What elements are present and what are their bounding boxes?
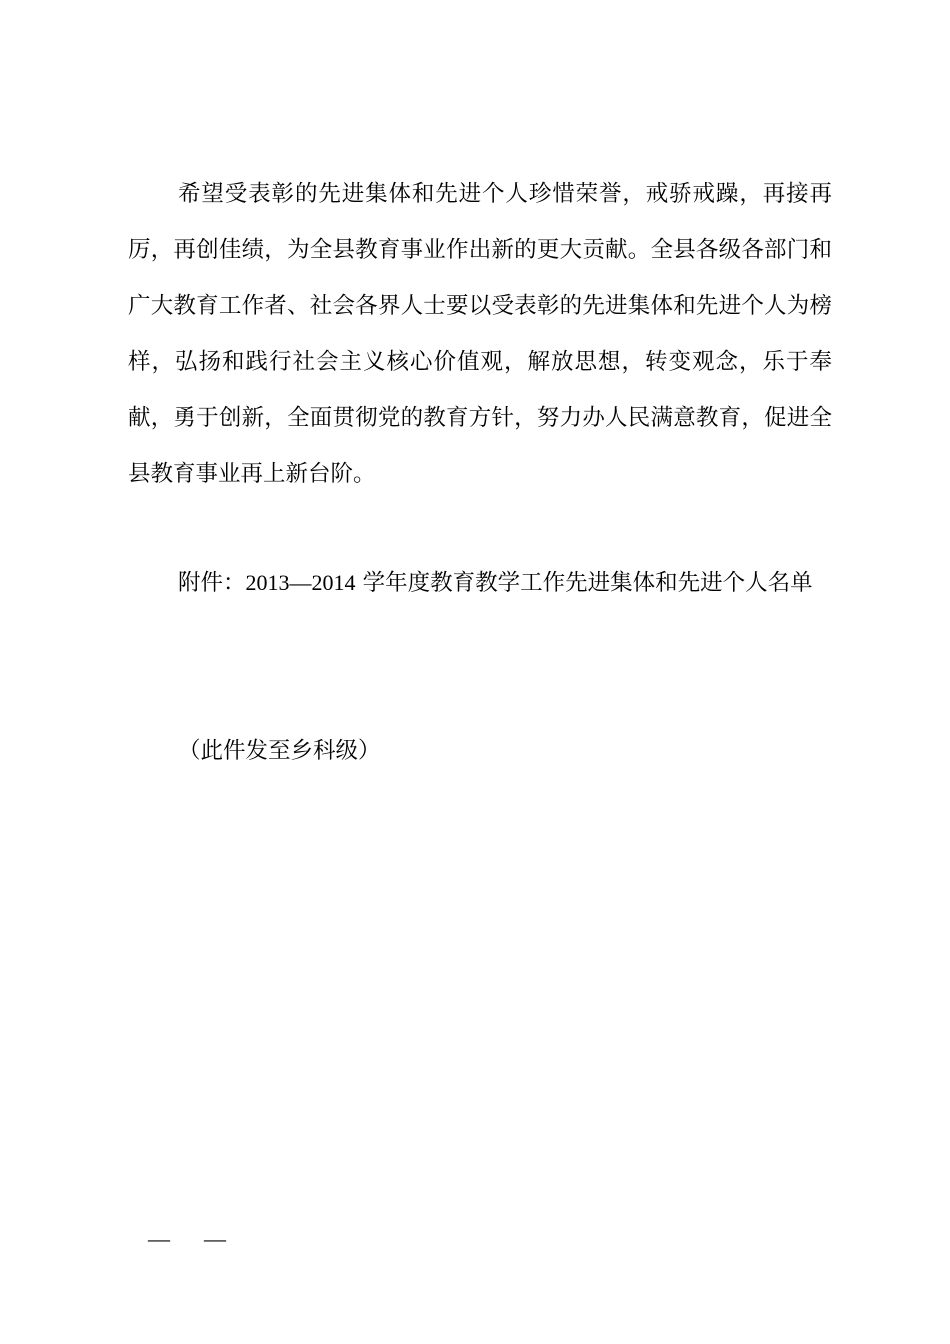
commendation-paragraph: 希望受表彰的先进集体和先进个人珍惜荣誉，戒骄戒躁，再接再厉，再创佳绩，为全县教育事业作出新的更大贡献。全县各级各部门和广大教育工作者、社会各界人士要以受表彰的先进集体和先进个人为榜样，弘扬和践行社会主义核心价值观，解放思想，转变观念，乐于奉献，勇于创新，全面贯彻党的教育方针，努力办人民满意教育，促进全县教育事业再上新台阶。 [128,181,832,487]
distribution-note: （此件发至乡科级） [178,738,381,764]
page-number-dash-left: — [148,1226,170,1251]
attachment-label: 附件： [178,570,246,596]
attachment-years: 2013—2014 [245,570,356,595]
attachment-title: 学年度教育教学工作先进集体和先进个人名单 [355,570,813,596]
attachment-paragraph [128,555,832,611]
page-number-dash-right: — [204,1226,226,1251]
